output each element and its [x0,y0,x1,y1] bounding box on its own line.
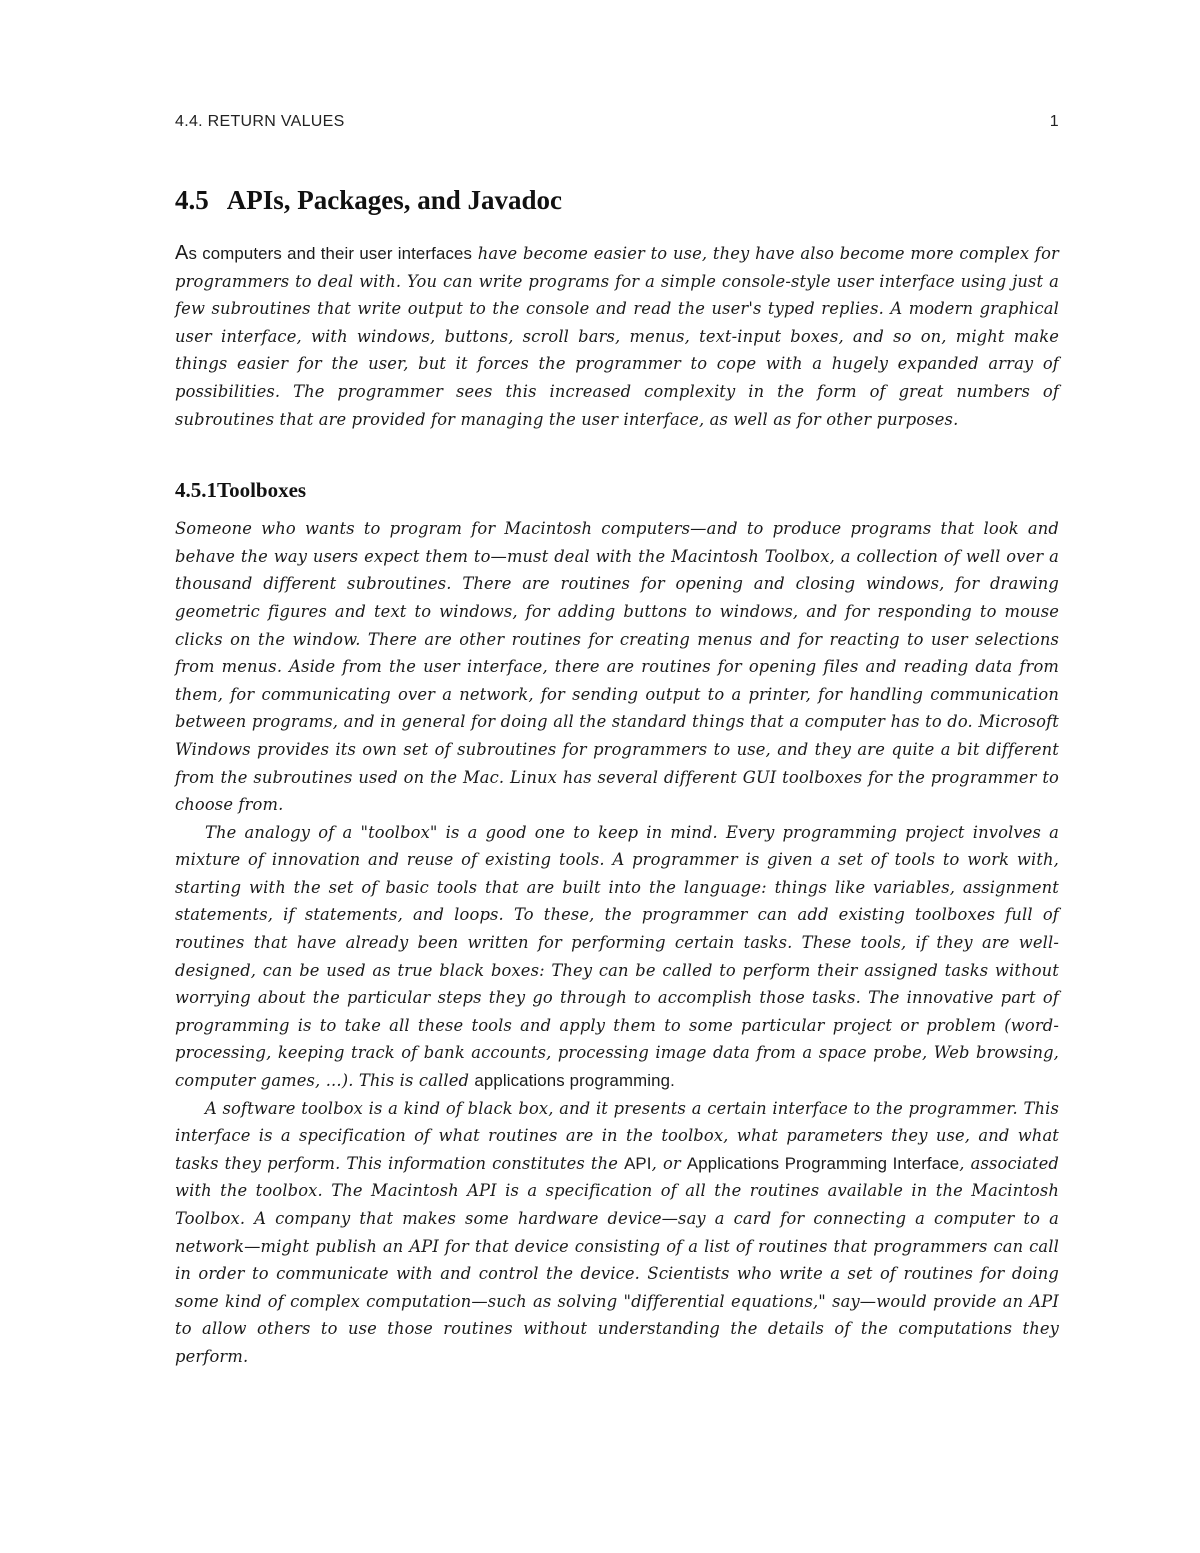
document-page [175,110,1059,1371]
toolboxes-paragraph-2 [175,819,1059,1095]
paragraph-3-text-b: , or [651,1153,687,1173]
section-title: APIs, Packages, and Javadoc [226,185,563,215]
toolboxes-paragraph-1: Someone who wants to program for Macintosh computers—and to produce programs that look and behave the way users expect them to—must deal with the Macintosh Toolbox, a collection of well over a thousand different subroutines. There are routines for opening and closing windows, for drawing geometric figures and text to windows, for adding buttons to windows, and for responding to mouse clicks on the window. There are other routines for creating menus and for reacting to user selections from menus. Aside from the user interface, there are routines for opening files and reading data from them, for communicating over a network, for sending output to a printer, for handling communication between programs, and in general for doing all the standard things that a computer has to do. Microsoft Windows provides its own set of subroutines for programmers to use, and they are quite a bit different from the subroutines used on the Mac. Linux has several different GUI toolboxes for the programmer to choose from. [175,519,1059,815]
page-number: 1 [1049,113,1059,130]
term-applications-programming: applications programming [474,1071,671,1091]
intro-lead: s computers and their user interfaces [188,244,473,263]
paragraph-2-text: The analogy of a "toolbox" is a good one to keep in mind. Every programming project involves a mixture of innovation and reuse of existing tools. A programmer is given a set of tools to work with, starting with the set of basic tools that are built into the language: things like variables, assignment statements, if statements, and loops. To these, the programmer can add existing toolboxes full of routines that have already been written for performing certain tasks. These tools, if they are well-designed, can be used as true black boxes: They can be called to perform their assigned tasks without worrying about the particular steps they go through to accomplish those tasks. The innovative part of programming is to take all these tools and apply them to some particular project or problem (word-processing, keeping track of bank accounts, processing image data from a space probe, Web browsing, computer games, ...). This is called [175,822,1059,1091]
term-api: API [624,1153,652,1173]
term-api-full: Applications Programming Interface [686,1153,960,1173]
subsection-title: Toolboxes [217,478,307,503]
drop-cap: A [175,242,189,264]
subsection-number: 4.5.1 [175,478,217,503]
paragraph-2-end: . [670,1071,675,1091]
paragraph-3-text-c: , associated with the toolbox. The Macintosh API is a specification of all the routines available in the Macintosh Toolbox. A company that makes some hardware device—say a card for connecting a computer to a network—might publish an API for that device consisting of a list of routines that programmers can call in order to communicate with and control the device. Scientists who write a set of routines for doing some kind of complex computation—such as solving "differential equations," say—would provide an API to allow others to use those routines without understanding the details of the computations they perform. [175,1153,1059,1366]
running-title: 4.4. RETURN VALUES [175,113,345,130]
intro-text: have become easier to use, they have also become more complex for programmers to deal with. You can write programs for a simple console-style user interface using just a few subroutines that write output to the console and read the user's typed replies. A modern graphical user interface, with windows, buttons, scroll bars, menus, text-input boxes, and so on, might make things easier for the user, but it forces the programmer to cope with a hugely expanded array of possibilities. The programmer sees this increased complexity in the form of great numbers of subroutines that are provided for managing the user interface, as well as for other purposes. [175,244,1059,429]
section-number: 4.5 [175,185,209,215]
intro-paragraph [175,240,1059,433]
running-header [175,110,1059,134]
section-heading [175,182,1059,218]
subsection-heading [175,475,1059,505]
toolboxes-paragraph-3 [175,1095,1059,1371]
paragraph-3-text-a: A software toolbox is a kind of black box, and it presents a certain interface to the programmer. This interface is a specification of what routines are in the toolbox, what parameters they use, and what tasks they perform. This information constitutes the [175,1098,1059,1173]
